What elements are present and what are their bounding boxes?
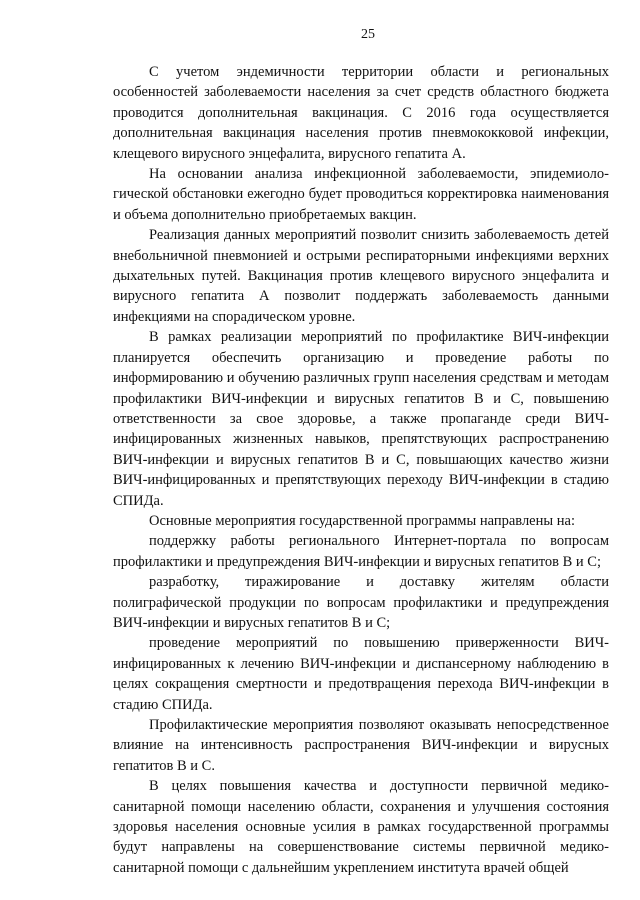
page-number: 25 [361,27,375,42]
paragraph-hiv-prevention: В рамках реализации мероприятий по профилактике ВИЧ-инфекции планируется обеспечить организацию и проведение работы по информированию и обучению различных групп населения средствам и методам профилактики ВИЧ-инфекции и вирусных гепатитов В и С, повышению ответственности за свое здоровье, а также пропаганде среди ВИЧ-инфицированных жизненных навыков, препятствующих распространению ВИЧ-инфекции и вирусных гепатитов В и С, повышающих качество жизни ВИЧ-инфицированных и препятствующих переходу ВИЧ-инфекции в стадию СПИДа. [113,329,609,509]
paragraph-expected-results: Реализация данных мероприятий позволит снизить заболеваемость детей внебольничной пневмонией и острыми респираторными инфекциями верхних дыхательных путей. Вакцинация против клещевого вирусного энцефалита и вирусного гепатита А позволит поддержать заболеваемость данными инфекциями на спорадическом уровне. [113,227,609,325]
paragraph-internet-portal: поддержку работы регионального Интернет-портала по вопросам профилактики и предупреждения ВИЧ-инфекции и вирусных гепатитов В и С; [113,533,609,570]
paragraph-program-activities-intro: Основные мероприятия государственной программы направлены на: [149,512,575,529]
paragraph-vaccination-regional: С учетом эндемичности территории области и региональных особенностей заболеваемости населения за счет средств областного бюджета проводится дополнительная вакцинация. С 2016 года осуществляется дополнительная вакцинация населения против пневмококковой инфекции, клещевого вирусного энцефалита, вирусного гепатита А. [113,64,609,162]
paragraph-printed-materials: разработку, тиражирование и доставку жителям области полиграфической продукции по вопросам профилактики и предупреждения ВИЧ-инфекции и вирусных гепатитов В и С; [113,574,609,631]
paragraph-primary-care: В целях повышения качества и доступности первичной медико-санитарной помощи населению области, сохранения и улучшения состояния здоровья населения основные усилия в рамках государственной программы будут направлены на совершенствование системы первичной медико-санитарной помощи с дальнейшим укреплением института врачей общей [113,778,609,876]
document-body [113,62,609,878]
paragraph-vaccine-adjustment: На основании анализа инфекционной заболеваемости, эпидемиологической обстановки ежегодно будет проводиться корректировка наименования и объема дополнительно приобретаемых вакцин. [113,166,609,223]
paragraph-preventive-impact: Профилактические мероприятия позволяют оказывать непосредственное влияние на интенсивность распространения ВИЧ-инфекции и вирусных гепатитов В и С. [113,717,609,774]
paragraph-treatment-adherence: проведение мероприятий по повышению приверженности ВИЧ-инфицированных к лечению ВИЧ-инфекции и диспансерному наблюдению в целях сокращения смертности и предотвращения перехода ВИЧ-инфекции в стадию СПИДа. [113,635,609,713]
